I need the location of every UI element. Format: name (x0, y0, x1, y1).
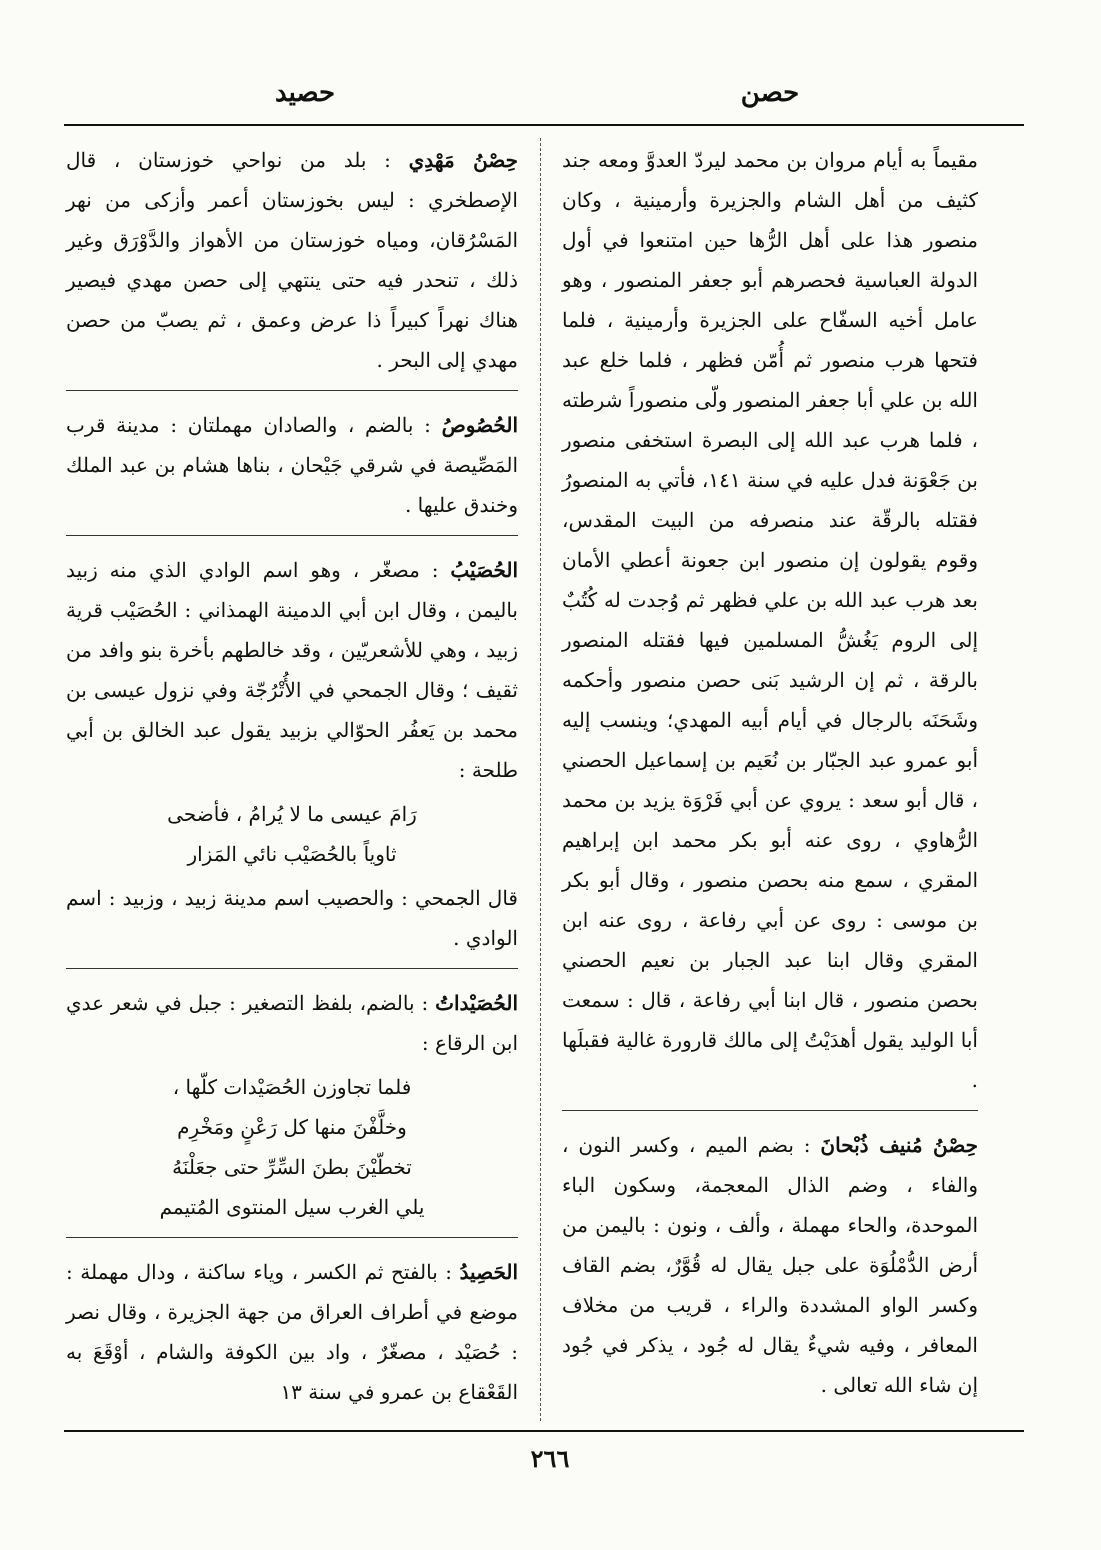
entry-husayb (66, 550, 518, 790)
right-column (562, 140, 978, 1409)
top-rule (64, 124, 1024, 126)
entry-body: : بالضم، بلفظ التصغير : جبل في شعر عدي ابن الرقاع : (66, 991, 518, 1055)
bottom-rule (64, 1430, 1024, 1432)
entry-body: : بضم الميم ، وكسر النون ، والفاء ، وضم الذال المعجمة، وسكون الباء الموحدة، والحاء مهملة ، وألف ، ونون : باليمن من أرض الدُّمْلُوَة على جبل يقال له قُوَّرٌ، بضم القاف وكسر الواو المشددة والراء ، قريب من مخلاف المعافر ، وفيه شيءٌ يقال له جُود ، يذكر في جُود إن شاء الله تعالى . (562, 1133, 978, 1397)
entry-headword: الحَصِيدُ (459, 1260, 518, 1284)
page-number: ٢٦٦ (530, 1444, 570, 1473)
entry-headword: حِصْنُ مُنيف ذُبْحانَ (820, 1133, 978, 1157)
entry-hasid (66, 1252, 518, 1412)
entry-headword: حِصْنُ مَهْدِي (408, 148, 519, 172)
verse-line: فلما تجاوزن الحُصَيْدات كلّها ، (172, 1075, 412, 1099)
verse-line: تخطّيْنَ بطنَ السِّرِّ حتى جعَلْنَهُ (172, 1155, 412, 1179)
entry-body: : بلد من نواحي خوزستان ، قال الإصطخري : ليس بخوزستان أعمر وأزكى من نهر المَسْرُقان، ومياه خوزستان من الأهواز والدَّوْرَق وغير ذلك ، تنحدر فيه حتى ينتهي إلى حصن مهدي فيصير هناك نهراً كبيراً ذا عرض وعمق ، ثم يصبّ من حصن مهدي إلى البحر . (66, 148, 518, 372)
entry-headword: الحُصُوصُ (441, 413, 518, 437)
verse-line: ثاوياً بالحُصَيْب نائي المَزار (187, 842, 397, 866)
continued-entry-text: مقيماً به أيام مروان بن محمد ليردّ العدوَّ ومعه جند كثيف من أهل الشام والجزيرة وأرمينية ، وكان منصور هذا على أهل الرُّها حين امتنعوا في أول الدولة العباسية فحصرهم أبو جعفر المنصور ، وهو عامل أخيه السفّاح على الجزيرة وأرمينية ، فلما فتحها هرب منصور ثم أُمّن فظهر ، فلما خلع عبد الله بن علي أبا جعفر المنصور ولّى منصوراً شرطته ، فلما هرب عبد الله إلى البصرة استخفى منصور بن جَعْوَنة فدل عليه في سنة ١٤١، فأتي به المنصورُ فقتله بالرقّة عند منصرفه من البيت المقدس، وقوم يقولون إن منصور ابن جعونة أعطي الأمان بعد هرب عبد الله بن علي فظهر ثم وُجدت له كُتُبٌ إلى الروم يَغُشُّ المسلمين فيها فقتله المنصور بالرقة ، ثم إن الرشيد بَنى حصن منصور وأحكمه وشَحَنَه بالرجال في أيام أبيه المهدي؛ وينسب إليه أبو عمرو عبد الجبّار بن نُعَيم بن إسماعيل الحصني ، قال أبو سعد : يروي عن أبي فَرْوَة يزيد بن محمد الرُّهاوي ، روى عنه أبو بكر محمد ابن إبراهيم المقري ، سمع منه بحصن منصور ، وقال أبو بكر بن موسى : روى عن أبي رفاعة ، روى عنه ابن المقري وقال ابنا عبد الجبار بن نعيم الحصني بحصن منصور ، قال ابنا أبي رفاعة ، قال : سمعت أبا الوليد يقول أهدَيْتُ إلى مالك قارورة غالية فقبلَها . (562, 148, 978, 1092)
left-column (66, 140, 518, 1416)
running-header-left: حصيد (274, 78, 336, 108)
entry-husus (66, 405, 518, 525)
verse-block (66, 794, 518, 874)
entry-body: : مصغّر ، وهو اسم الوادي الذي منه زبيد باليمن ، وقال ابن أبي الدمينة الهمذاني : الحُصَيْب قرية زبيد ، وهي للأشعريّين ، وقد خالطهم بأخرة بنو وافد من ثقيف ؛ وقال الجمحي في الأُتْرُجّة وفي نزول عيسى بن محمد بن يَعفُر الحوّالي بزبيد يقول عبد الخالق بن أبي طلحة : (66, 558, 519, 782)
verse-line: يلي الغرب سيل المنتوى المُتيمم (159, 1195, 425, 1219)
entry-hisn-mahdi (66, 140, 518, 380)
entry-separator (66, 535, 518, 536)
entry-body-continued: قال الجمحي : والحصيب اسم مدينة زبيد ، وزبيد : اسم الوادي . (66, 886, 518, 950)
entry-body: : بالفتح ثم الكسر ، وياء ساكنة ، ودال مهملة : موضع في أطراف العراق من جهة الجزيرة ، وقال نصر : حُصَيْد ، مصغّرٌ ، واد بين الكوفة والشام ، أوْقَعَ به القَعْقاع بن عمرو في سنة ١٣ (66, 1260, 518, 1404)
entry-separator (66, 968, 518, 969)
entry-headword: الحُصَيْبُ (450, 558, 518, 582)
entry-headword: الحُصَيْداتُ (435, 991, 518, 1015)
running-header-right: حصن (740, 78, 800, 108)
entry-separator (66, 1237, 518, 1238)
entry-separator (66, 390, 518, 391)
column-divider (540, 138, 542, 1421)
verse-line: وخلَّفْنَ منها كل رَعْنٍ ومَخْرِم (177, 1115, 407, 1139)
entry-body: : بالضم ، والصادان مهملتان : مدينة قرب المَصِّيصة في شرقي جَيْحان ، بناها هشام بن عبد الملك وخندق عليها . (66, 413, 518, 517)
entry-hisn-munif (562, 1125, 978, 1405)
entry-husaydat (66, 983, 518, 1063)
verse-block (66, 1067, 518, 1227)
entry-separator (562, 1110, 978, 1111)
verse-line: رَامَ عيسى ما لا يُرامُ ، فأضحى (167, 802, 417, 826)
